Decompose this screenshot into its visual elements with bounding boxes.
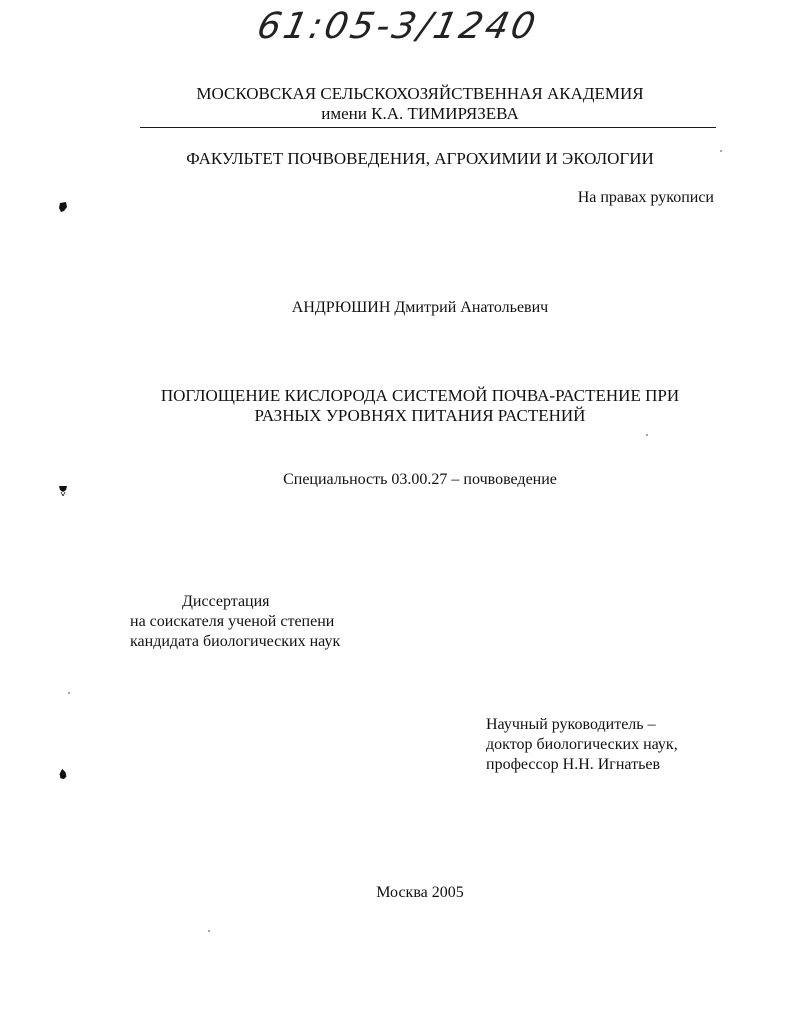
handwritten-archive-code: 61:05-3/1240 — [253, 6, 542, 47]
advisor-line1: Научный руководитель – — [486, 716, 656, 733]
faculty-name: ФАКУЛЬТЕТ ПОЧВОВЕДЕНИЯ, АГРОХИМИИ И ЭКОЛОГИИ — [186, 149, 654, 168]
scan-speck — [68, 692, 70, 694]
dissertation-line3: кандидата биологических наук — [130, 633, 341, 650]
binding-hole-mark-icon — [58, 484, 68, 496]
specialty: Специальность 03.00.27 – почвоведение — [283, 471, 557, 488]
academy-named-after: имени К.А. ТИМИРЯЗЕВА — [321, 104, 519, 123]
scan-speck — [208, 930, 210, 932]
advisor-line3: профессор Н.Н. Игнатьев — [486, 756, 661, 773]
thesis-title-line1: ПОГЛОЩЕНИЕ КИСЛОРОДА СИСТЕМОЙ ПОЧВА-РАСТЕНИЕ ПРИ — [160, 386, 680, 405]
academy-name: МОСКОВСКАЯ СЕЛЬСКОХОЗЯЙСТВЕННАЯ АКАДЕМИЯ — [196, 84, 644, 103]
header-divider — [140, 127, 716, 128]
manuscript-note: На правах рукописи — [577, 189, 714, 206]
scan-speck — [720, 150, 722, 152]
thesis-title-line2: РАЗНЫХ УРОВНЯХ ПИТАНИЯ РАСТЕНИЙ — [254, 406, 586, 425]
scan-speck — [646, 434, 648, 436]
dissertation-line1: Диссертация — [182, 593, 270, 610]
binding-hole-mark-icon — [58, 201, 68, 213]
advisor-line2: доктор биологических наук, — [486, 736, 678, 753]
binding-hole-mark-icon — [58, 768, 68, 780]
advisor-info — [486, 715, 678, 775]
city-year: Москва 2005 — [376, 884, 464, 901]
author-name: АНДРЮШИН Дмитрий Анатольевич — [291, 299, 549, 316]
dissertation-line2: на соискателя ученой степени — [130, 613, 335, 630]
dissertation-info — [130, 592, 340, 652]
